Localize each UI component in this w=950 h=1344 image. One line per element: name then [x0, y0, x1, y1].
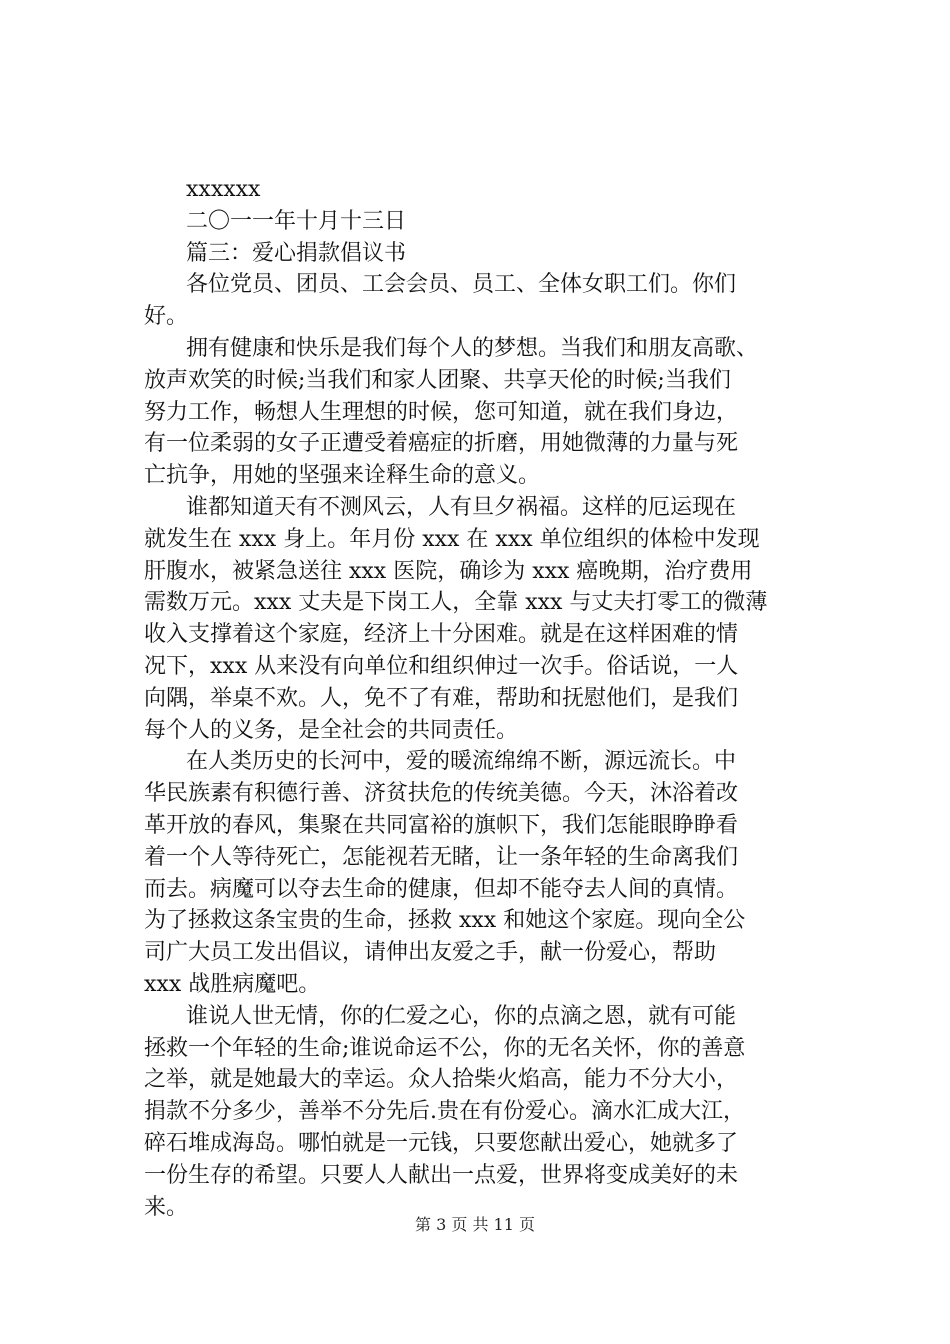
text-line: 需数万元。xxx 丈夫是下岗工人，全靠 xxx 与丈夫打零工的微薄 [144, 590, 768, 616]
text-line: 着一个人等待死亡，怎能视若无睹，让一条年轻的生命离我们 [144, 844, 739, 870]
text-line: 谁说人世无情，你的仁爱之心，你的点滴之恩，就有可能 [186, 1003, 737, 1029]
paragraph-1 [144, 333, 829, 492]
text-line: 在人类历史的长河中，爱的暖流绵绵不断，源远流长。中 [186, 749, 737, 775]
author-name: xxxxxx [186, 177, 261, 202]
text-line: 来。 [144, 1194, 189, 1220]
text-line: 拥有健康和快乐是我们每个人的梦想。当我们和朋友高歌、 [186, 335, 759, 361]
text-line: 收入支撑着这个家庭，经济上十分困难。就是在这样困难的情 [144, 622, 739, 648]
document-date: 二〇一一年十月十三日 [186, 208, 407, 234]
text-line: 一份生存的希望。只要人人献出一点爱，世界将变成美好的未 [144, 1162, 739, 1188]
text-line: 就发生在 xxx 身上。年月份 xxx 在 xxx 单位组织的体检中发现 [144, 526, 760, 552]
text-line: 向隅，举桌不欢。人，免不了有难，帮助和抚慰他们，是我们 [144, 685, 739, 711]
paragraph-4 [144, 1001, 829, 1224]
paragraph-2 [144, 492, 829, 746]
text-line: 况下，xxx 从来没有向单位和组织伸过一次手。俗话说，一人 [144, 653, 739, 679]
text-line: 每个人的义务，是全社会的共同责任。 [144, 717, 519, 743]
section-title: 篇三：爱心捐款倡议书 [186, 240, 407, 266]
text-line: 好。 [144, 304, 189, 330]
text-line: 革开放的春风，集聚在共同富裕的旗帜下，我们怎能眼睁睁看 [144, 812, 739, 838]
text-line: 为了拯救这条宝贵的生命，拯救 xxx 和她这个家庭。现向全公 [144, 908, 746, 934]
text-line: 肝腹水，被紧急送往 xxx 医院，确诊为 xxx 癌晚期，治疗费用 [144, 558, 753, 584]
text-line: 谁都知道天有不测风云，人有旦夕祸福。这样的厄运现在 [186, 494, 737, 520]
text-line: 放声欢笑的时候;当我们和家人团聚、共享天伦的时候;当我们 [144, 367, 731, 393]
document-body [144, 174, 829, 1223]
text-line: 华民族素有积德行善、济贫扶危的传统美德。今天，沐浴着改 [144, 781, 739, 807]
text-line: 而去。病魔可以夺去生命的健康，但却不能夺去人间的真情。 [144, 876, 739, 902]
text-line: 司广大员工发出倡议，请伸出友爱之手，献一份爱心，帮助 [144, 940, 717, 966]
text-line: 之举，就是她最大的幸运。众人拾柴火焰高，能力不分大小， [144, 1067, 739, 1093]
page-number-footer: 第 3 页 共 11 页 [415, 1215, 535, 1234]
text-line: 捐款不分多少，善举不分先后.贵在有份爱心。滴水汇成大江， [144, 1099, 745, 1125]
text-line: 各位党员、团员、工会会员、员工、全体女职工们。你们 [186, 272, 737, 298]
text-line: 碎石堆成海岛。哪怕就是一元钱，只要您献出爱心，她就多了 [144, 1130, 739, 1156]
text-line: 拯救一个年轻的生命;谁说命运不公，你的无名关怀，你的善意 [144, 1035, 746, 1061]
text-line: xxx 战胜病魔吧。 [144, 971, 321, 997]
text-line: 努力工作，畅想人生理想的时候，您可知道，就在我们身边， [144, 399, 739, 425]
paragraph-3 [144, 746, 829, 1000]
text-line: 有一位柔弱的女子正遭受着癌症的折磨，用她微薄的力量与死 [144, 431, 739, 457]
text-line: 亡抗争，用她的坚强来诠释生命的意义。 [144, 463, 541, 489]
salutation [144, 269, 829, 333]
